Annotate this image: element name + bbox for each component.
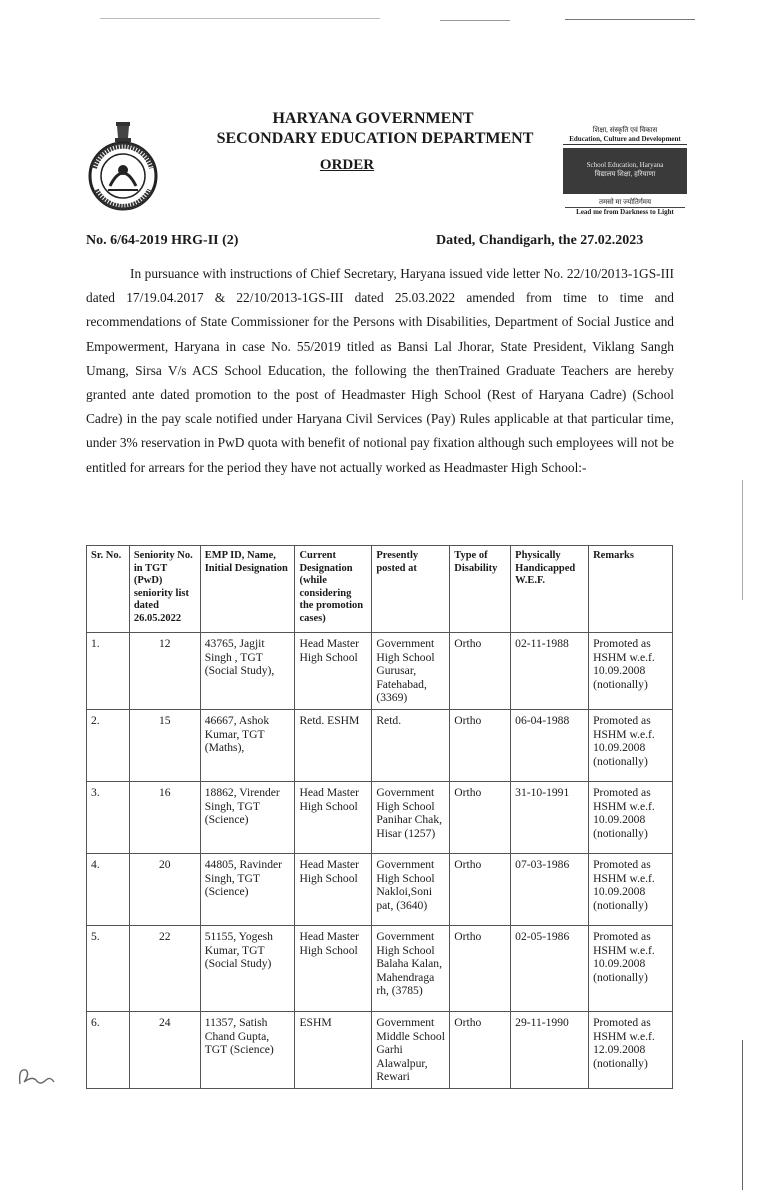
cell-wef: 02-05-1986 (511, 925, 589, 1011)
cell-emp: 11357, Satish Chand Gupta, TGT (Science) (200, 1011, 295, 1088)
col-header-posted: Presently posted at (372, 546, 450, 633)
order-number: No. 6/64-2019 HRG-II (2) (86, 233, 239, 248)
cell-remarks: Promoted as HSHM w.e.f. 12.09.2008 (notionally) (589, 1011, 673, 1088)
logo-top-text: शिक्षा, संस्कृति एवं विकास (592, 126, 658, 134)
cell-seniority: 22 (129, 925, 200, 1011)
table-row (87, 633, 673, 710)
department-title: SECONDARY EDUCATION DEPARTMENT (216, 130, 534, 147)
cell-wef: 07-03-1986 (511, 853, 589, 925)
cell-emp: 46667, Ashok Kumar, TGT (Maths), (200, 709, 295, 781)
order-title: ORDER (319, 157, 375, 173)
cell-sr: 1. (87, 633, 130, 710)
col-header-designation: Current Designation (while considering the promotion cases) (295, 546, 372, 633)
cell-sr: 3. (87, 781, 130, 853)
order-date: Dated, Chandigarh, the 27.02.2023 (436, 233, 644, 248)
cell-seniority: 24 (129, 1011, 200, 1088)
cell-disability: Ortho (450, 853, 511, 925)
col-header-disability: Type of Disability (450, 546, 511, 633)
cell-posted: Government Middle School Garhi Alawalpur, Rewari (372, 1011, 450, 1088)
table-header-row (87, 546, 673, 633)
handwritten-initials (14, 1062, 58, 1092)
cell-posted: Government High School Nakloi,Soni pat, (3640) (372, 853, 450, 925)
cell-wef: 31-10-1991 (511, 781, 589, 853)
table-row (87, 781, 673, 853)
cell-seniority: 20 (129, 853, 200, 925)
cell-designation: Head Master High School (295, 781, 372, 853)
cell-emp: 44805, Ravinder Singh, TGT (Science) (200, 853, 295, 925)
cell-posted: Retd. (372, 709, 450, 781)
cell-disability: Ortho (450, 1011, 511, 1088)
col-header-seniority: Seniority No. in TGT (PwD) seniority list dated 26.05.2022 (129, 546, 200, 633)
cell-wef: 06-04-1988 (511, 709, 589, 781)
logo-band (563, 148, 687, 194)
cell-remarks: Promoted as HSHM w.e.f. 10.09.2008 (notionally) (589, 781, 673, 853)
government-title: HARYANA GOVERNMENT (272, 110, 474, 127)
cell-remarks: Promoted as HSHM w.e.f. 10.09.2008 (notionally) (589, 925, 673, 1011)
cell-remarks: Promoted as HSHM w.e.f. 10.09.2008 (notionally) (589, 633, 673, 710)
cell-sr: 6. (87, 1011, 130, 1088)
cell-disability: Ortho (450, 709, 511, 781)
col-header-remarks: Remarks (589, 546, 673, 633)
col-header-emp: EMP ID, Name, Initial Designation (200, 546, 295, 633)
promotion-table (86, 545, 673, 1089)
cell-posted: Government High School Gurusar, Fatehabad, (3369) (372, 633, 450, 710)
table-row (87, 853, 673, 925)
cell-emp: 43765, Jagjit Singh , TGT (Social Study), (200, 633, 295, 710)
cell-designation: Head Master High School (295, 925, 372, 1011)
cell-remarks: Promoted as HSHM w.e.f. 10.09.2008 (notionally) (589, 709, 673, 781)
cell-posted: Government High School Balaha Kalan, Mahendraga rh, (3785) (372, 925, 450, 1011)
scan-edge (742, 1040, 743, 1190)
table-row (87, 925, 673, 1011)
col-header-wef: Physically Handicapped W.E.F. (511, 546, 589, 633)
cell-disability: Ortho (450, 925, 511, 1011)
cell-seniority: 16 (129, 781, 200, 853)
cell-wef: 02-11-1988 (511, 633, 589, 710)
logo-motto-english: Lead me from Darkness to Light (565, 207, 685, 216)
scan-artifact (565, 19, 695, 20)
cell-designation: Head Master High School (295, 853, 372, 925)
cell-disability: Ortho (450, 781, 511, 853)
scan-artifact (100, 18, 380, 19)
logo-motto-hindi: तमसो मा ज्योतिर्गमय (598, 198, 652, 206)
department-logo (559, 126, 691, 218)
cell-sr: 5. (87, 925, 130, 1011)
cell-seniority: 15 (129, 709, 200, 781)
table-row (87, 1011, 673, 1088)
cell-remarks: Promoted as HSHM w.e.f. 10.09.2008 (notionally) (589, 853, 673, 925)
cell-sr: 4. (87, 853, 130, 925)
cell-disability: Ortho (450, 633, 511, 710)
cell-emp: 18862, Virender Singh, TGT (Science) (200, 781, 295, 853)
table-row (87, 709, 673, 781)
cell-emp: 51155, Yogesh Kumar, TGT (Social Study) (200, 925, 295, 1011)
order-paragraph-text: In pursuance with instructions of Chief Secretary, Haryana issued vide letter No. 22/10/2013-1GS-III dated 17/19.04.2017 & 22/10/2013-1GS-III dated 25.03.2022 amended from time to time and recommendations of State Commissioner for the Persons with Disabilities, Department of Social Justice and Empowerment, Haryana in case No. 55/2019 titled as Bansi Lal Jhorar, State President, Viklang Sangh Umang, Sirsa V/s ACS School Education, the following the thenTrained Graduate Teachers are hereby granted ante dated promotion to the post of Headmaster High School (Rest of Haryana Cadre) (School Cadre) in the pay scale notified under Haryana Civil Services (Pay) Rules applicable at that particular time, under 3% reservation in PwD quota with benefit of notional pay fixation although such employees will not be entitled for arrears for the period they have not actually worked as Headmaster High School:- (86, 266, 674, 475)
order-paragraph (86, 262, 674, 480)
cell-designation: Head Master High School (295, 633, 372, 710)
cell-posted: Government High School Panihar Chak, Hisar (1257) (372, 781, 450, 853)
scan-artifact (440, 20, 510, 21)
cell-sr: 2. (87, 709, 130, 781)
logo-band-line2: विद्यालय शिक्षा, हरियाणा (594, 170, 656, 178)
cell-designation: ESHM (295, 1011, 372, 1088)
cell-designation: Retd. ESHM (295, 709, 372, 781)
logo-tagline: Education, Culture and Development (563, 135, 687, 145)
scan-edge (742, 480, 743, 600)
cell-seniority: 12 (129, 633, 200, 710)
cell-wef: 29-11-1990 (511, 1011, 589, 1088)
col-header-sr-no: Sr. No. (87, 546, 130, 633)
logo-band-line1: School Education, Haryana (586, 161, 664, 169)
